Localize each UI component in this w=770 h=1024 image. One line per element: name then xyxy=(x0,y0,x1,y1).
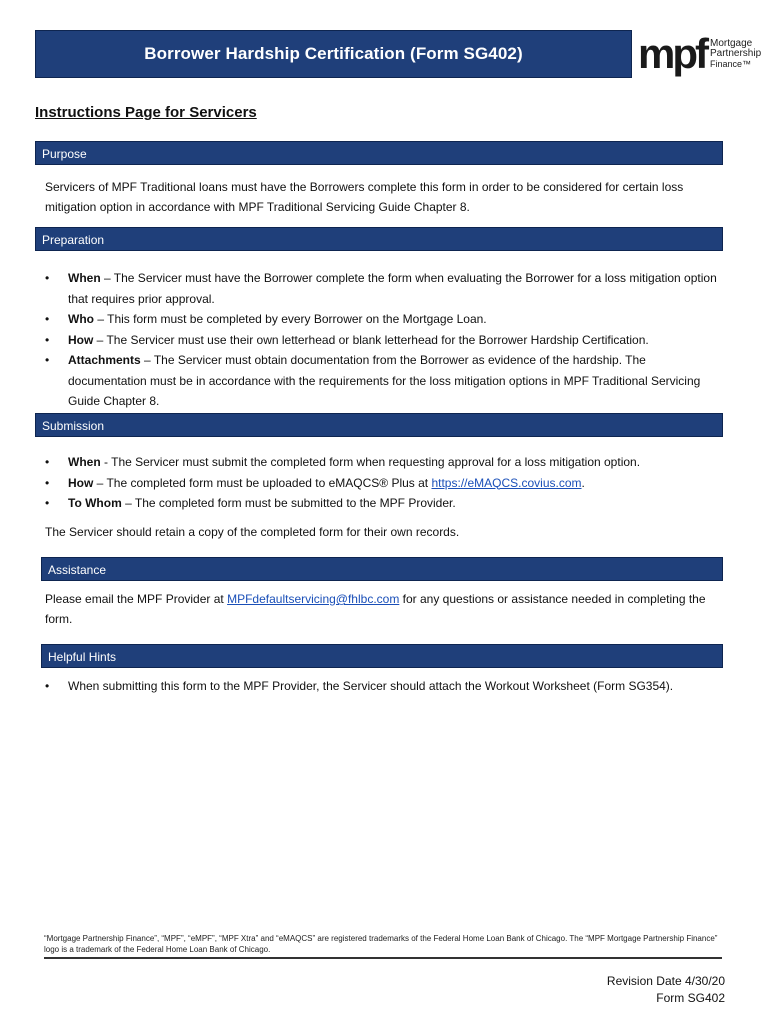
item-label: When xyxy=(68,271,101,285)
section-heading-purpose: Purpose xyxy=(35,141,723,165)
emaqcs-link[interactable]: https://eMAQCS.covius.com xyxy=(431,475,582,490)
section-heading-assistance: Assistance xyxy=(41,557,723,581)
form-number: Form SG402 xyxy=(656,991,725,1005)
list-item xyxy=(45,473,725,494)
logo-mark: mpf xyxy=(638,30,706,77)
list-item xyxy=(45,268,725,309)
list-item xyxy=(45,493,725,514)
list-item xyxy=(45,330,725,351)
preparation-list xyxy=(45,268,725,412)
page-title: Instructions Page for Servicers xyxy=(35,104,257,121)
retain-copy-text: The Servicer should retain a copy of the completed form for their own records. xyxy=(45,525,460,539)
assistance-text-before: Please email the MPF Provider at xyxy=(45,592,228,606)
item-text: - The Servicer must submit the completed form when requesting approval for a loss mitigation option. xyxy=(100,455,641,469)
list-item xyxy=(45,452,725,473)
revision-block xyxy=(607,973,725,1007)
item-label: When xyxy=(68,455,101,469)
item-label: How xyxy=(68,332,94,347)
list-item xyxy=(45,350,725,412)
list-item: • When submitting this form to the MPF Provider, the Servicer should attach the Workout Worksheet (Form SG354). xyxy=(45,676,725,697)
item-text: – The completed form must be uploaded to eMAQCS® Plus at xyxy=(93,475,432,490)
header-banner xyxy=(35,30,632,78)
item-text: – The Servicer must have the Borrower complete the form when evaluating the Borrower for a loss mitigation option that requires prior approval. xyxy=(68,271,717,306)
hints-list xyxy=(45,676,725,697)
assistance-text-after: for any questions or assistance needed in completing the form. xyxy=(45,592,706,626)
item-label: Who xyxy=(68,312,94,326)
footer-divider xyxy=(44,957,722,959)
item-text-end: . xyxy=(581,475,585,490)
purpose-text: Servicers of MPF Traditional loans must have the Borrowers complete this form in order to be considered for certain loss mitigation option in accordance with MPF Traditional Servicing Guide Chapter 8. xyxy=(45,180,684,214)
section-heading-helpful-hints: Helpful Hints xyxy=(41,644,723,668)
mpf-logo xyxy=(638,30,762,77)
logo-word-partnership: Partnership xyxy=(710,48,762,59)
support-email-link[interactable]: MPFdefaultservicing@fhlbc.com xyxy=(227,592,400,606)
item-label: To Whom xyxy=(68,496,122,510)
section-heading-preparation: Preparation xyxy=(35,227,723,251)
item-text: – This form must be completed by every Borrower on the Mortgage Loan. xyxy=(94,312,487,326)
item-text: – The Servicer must obtain documentation from the Borrower as evidence of the hardship. The documentation must be in accordance with the requirements for the loss mitigation options in MPF Traditional Servicing Guide Chapter 8. xyxy=(68,353,701,408)
submission-list xyxy=(45,452,725,514)
item-text: – The Servicer must use their own letterhead or blank letterhead for the Borrower Hardship Certification. xyxy=(93,332,649,347)
assistance-text xyxy=(45,589,725,629)
section-heading-submission: Submission xyxy=(35,413,723,437)
revision-date: Revision Date 4/30/20 xyxy=(606,974,725,988)
item-label: Attachments xyxy=(68,353,141,367)
document-title: Borrower Hardship Certification (Form SG402) xyxy=(144,44,523,63)
logo-word-finance: Finance™ xyxy=(710,59,752,69)
list-item xyxy=(45,309,725,330)
logo-word-mortgage: Mortgage xyxy=(710,38,753,49)
logo-wordmark xyxy=(710,39,761,69)
item-text: – The completed form must be submitted to the MPF Provider. xyxy=(121,496,456,510)
item-label: How xyxy=(68,475,94,490)
trademark-footnote: “Mortgage Partnership Finance”, “MPF”, “eMPF”, “MPF Xtra” and “eMAQCS” are registered trademarks of the Federal Home Loan Bank of Chicago. The “MPF Mortgage Partnership Finance” logo is a trademark of the Federal Home Loan Bank of Chicago. xyxy=(44,934,718,954)
